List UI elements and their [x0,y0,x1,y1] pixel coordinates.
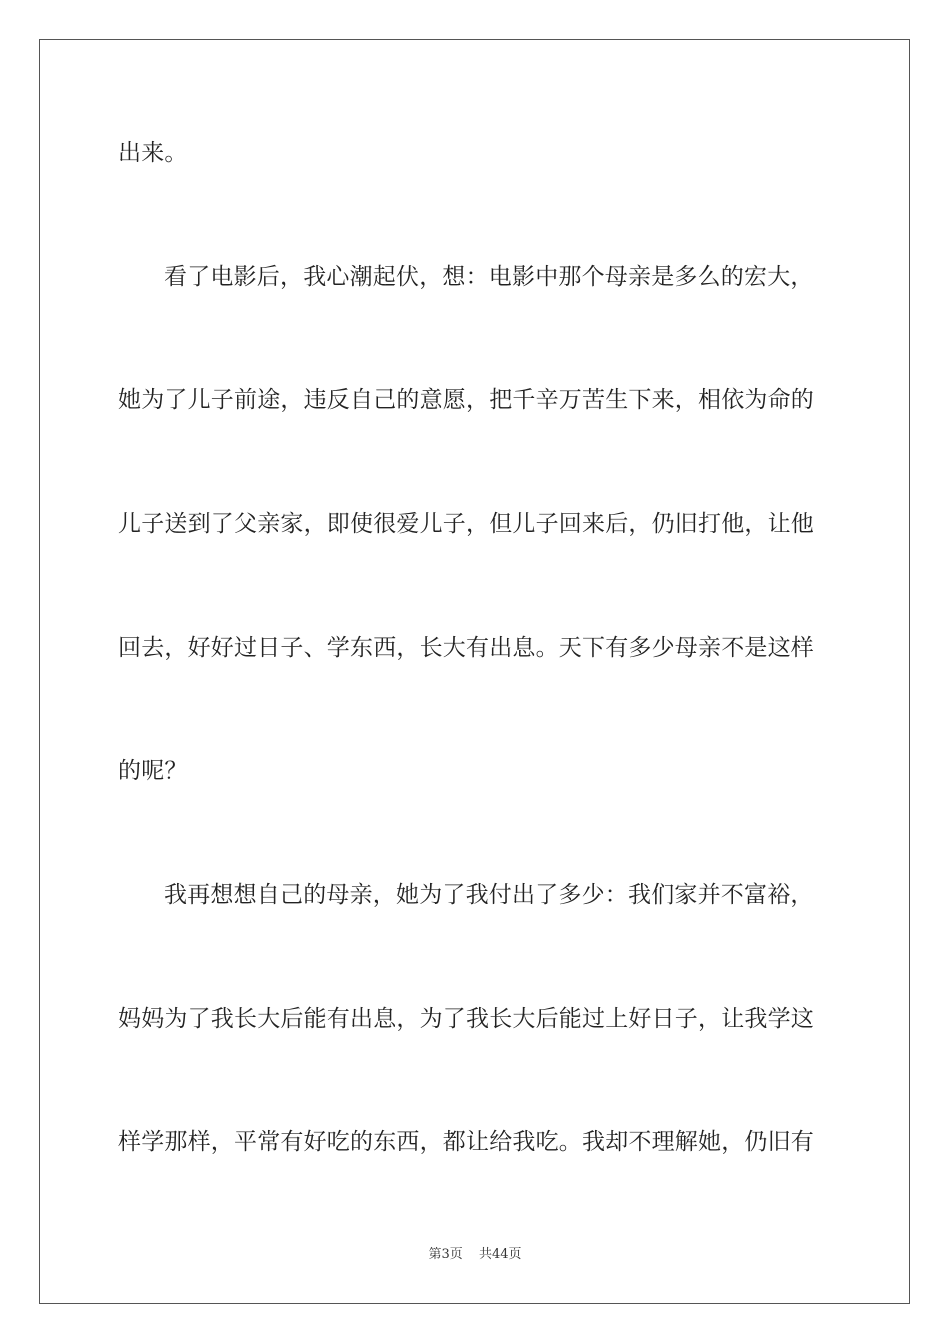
text-line-4: 儿子送到了父亲家，即使很爱儿子，但儿子回来后，仍旧打他，让他 [118,511,814,537]
page-current: 第3页 [428,1247,463,1262]
text-line-9: 样学那样，平常有好吃的东西，都让给我吃。我却不理解她，仍旧有 [118,1129,814,1155]
text-line-7: 我再想想自己的母亲，她为了我付出了多少：我们家并不富裕， [164,882,814,908]
page-total: 共44页 [478,1247,522,1262]
text-line-5: 回去，好好过日子、学东西，长大有出息。天下有多少母亲不是这样 [118,635,814,661]
text-line-3: 她为了儿子前途，违反自己的意愿，把千辛万苦生下来，相依为命的 [118,387,814,413]
text-line-6: 的呢？ [118,758,188,784]
text-line-8: 妈妈为了我长大后能有出息，为了我长大后能过上好日子，让我学这 [118,1006,814,1032]
page-footer [0,1243,950,1262]
text-line-2: 看了电影后，我心潮起伏，想：电影中那个母亲是多么的宏大， [164,264,814,290]
page-border [39,39,910,1304]
text-line-1: 出来。 [118,140,188,166]
